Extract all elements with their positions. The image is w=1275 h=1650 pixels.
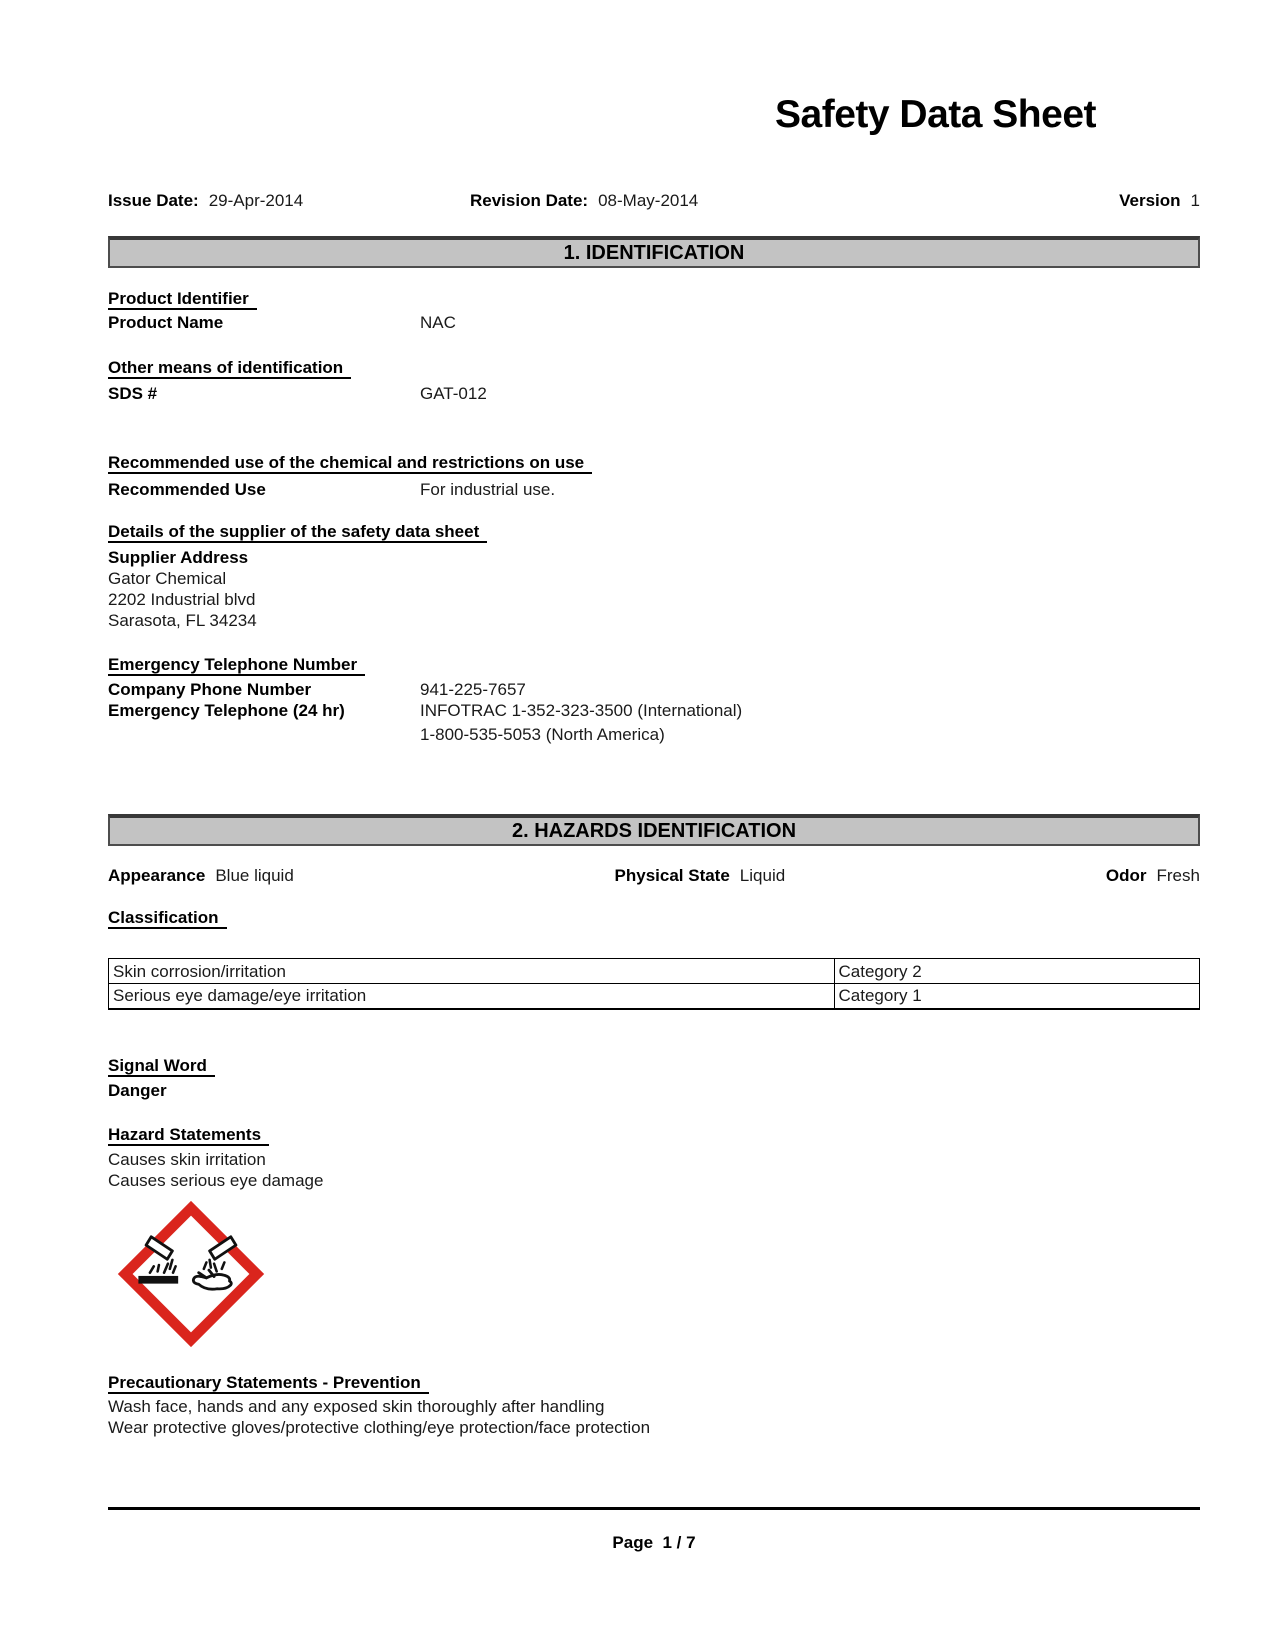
issue-date	[108, 190, 303, 211]
issue-date-value: 29-Apr-2014	[208, 191, 304, 210]
revision-date	[470, 190, 698, 211]
appearance-label: Appearance	[108, 866, 206, 885]
emergency-phone-row-2	[108, 724, 1200, 745]
document-meta-row	[108, 190, 1200, 211]
recommended-use-label: Recommended Use	[108, 480, 266, 499]
precautionary-statement: Wash face, hands and any exposed skin thoroughly after handling	[108, 1396, 605, 1416]
classification-heading: Classification	[108, 908, 227, 929]
emergency-phone-row	[108, 700, 1200, 721]
emergency-telephone-heading: Emergency Telephone Number	[108, 655, 365, 676]
emergency-phone-label: Emergency Telephone (24 hr)	[108, 701, 345, 720]
signal-word-heading: Signal Word	[108, 1056, 215, 1077]
supplier-details-heading: Details of the supplier of the safety data sheet	[108, 522, 487, 543]
physical-state-value: Liquid	[739, 866, 786, 885]
physical-state-pair	[615, 865, 786, 886]
physical-state-label: Physical State	[614, 866, 730, 885]
appearance-state-odor-row	[108, 865, 1200, 886]
company-phone-value: 941-225-7657	[420, 680, 526, 699]
category-cell: Category 1	[834, 984, 1199, 1009]
appearance-pair	[108, 865, 294, 886]
sds-number-label: SDS #	[108, 384, 158, 403]
product-name-row	[108, 312, 1200, 333]
emergency-phone-intl: INFOTRAC 1-352-323-3500 (International)	[420, 701, 743, 720]
sds-number-value: GAT-012	[420, 384, 487, 403]
issue-date-label: Issue Date:	[108, 191, 199, 210]
category-cell: Category 2	[834, 959, 1199, 984]
hazard-statements-heading: Hazard Statements	[108, 1125, 269, 1146]
hazard-class-cell: Serious eye damage/eye irritation	[109, 984, 835, 1009]
company-phone-row	[108, 679, 1200, 700]
revision-date-value: 08-May-2014	[598, 191, 699, 210]
recommended-use-value: For industrial use.	[420, 480, 556, 499]
footer-divider	[108, 1507, 1200, 1510]
page-number: Page 1 / 7	[612, 1532, 696, 1552]
version	[1119, 190, 1200, 211]
version-value: 1	[1190, 191, 1200, 210]
odor-value: Fresh	[1156, 866, 1200, 885]
version-label: Version	[1119, 191, 1181, 210]
product-identifier-heading: Product Identifier	[108, 289, 257, 310]
supplier-name: Gator Chemical	[108, 569, 227, 588]
supplier-address-label: Supplier Address	[108, 548, 249, 567]
company-phone-label: Company Phone Number	[108, 680, 312, 699]
appearance-value: Blue liquid	[215, 866, 294, 885]
supplier-city: Sarasota, FL 34234	[108, 611, 257, 630]
supplier-street: 2202 Industrial blvd	[108, 590, 256, 609]
odor-label: Odor	[1105, 866, 1147, 885]
sds-number-row	[108, 383, 1200, 404]
precautionary-heading: Precautionary Statements - Prevention	[108, 1373, 429, 1394]
emergency-phone-na: 1-800-535-5053 (North America)	[420, 725, 665, 744]
document-title: Safety Data Sheet	[775, 93, 1096, 136]
product-name-label: Product Name	[108, 313, 224, 332]
other-means-heading: Other means of identification	[108, 358, 351, 379]
precautionary-statement: Wear protective gloves/protective clothing/eye protection/face protection	[108, 1417, 651, 1437]
recommended-use-heading: Recommended use of the chemical and restrictions on use	[108, 453, 592, 474]
ghs05-corrosion-pictogram-icon	[112, 1197, 270, 1351]
signal-word-value: Danger	[108, 1080, 167, 1100]
table-row	[109, 984, 1200, 1009]
section-1-header: 1. IDENTIFICATION	[108, 236, 1200, 268]
table-row	[109, 959, 1200, 984]
revision-date-label: Revision Date:	[470, 191, 589, 210]
hazard-statement: Causes serious eye damage	[108, 1170, 324, 1190]
product-name-value: NAC	[420, 313, 456, 332]
hazard-class-cell: Skin corrosion/irritation	[109, 959, 835, 984]
hazard-statement: Causes skin irritation	[108, 1149, 266, 1169]
odor-pair	[1106, 865, 1200, 886]
classification-table	[108, 958, 1200, 1010]
section-2-header: 2. HAZARDS IDENTIFICATION	[108, 814, 1200, 846]
recommended-use-row	[108, 479, 1200, 500]
